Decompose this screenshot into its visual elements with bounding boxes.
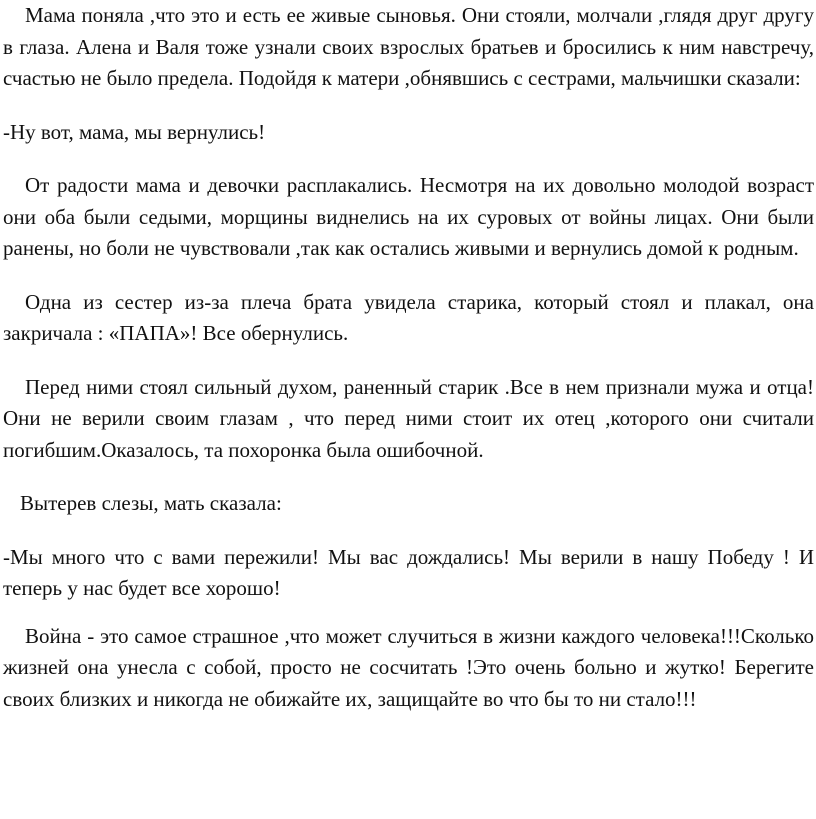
- paragraph-4: Одна из сестер из-за плеча брата увидела старика, который стоял и плакал, она закричала : «ПАПА»! Все обернулись.: [3, 289, 814, 345]
- paragraph-spacer: [3, 466, 814, 488]
- paragraph-spacer: [3, 350, 814, 372]
- paragraph-2: -Ну вот, мама, мы вернулись!: [3, 119, 266, 144]
- paragraph-5: Перед ними стоял сильный духом, раненный старик .Все в нем признали мужа и отца! Они не верили своим глазам , что перед ними стоит их отец ,которого они считали погибшим.Оказалось, та похоронка была ошибочной.: [3, 374, 814, 462]
- paragraph-spacer: [3, 520, 814, 542]
- paragraph-6: Вытерев слезы, мать сказала:: [20, 491, 282, 515]
- paragraph-spacer: [3, 265, 814, 287]
- paragraph-8: Война - это самое страшное ,что может случиться в жизни каждого человека!!!Сколько жизней она унесла с собой, просто не сосчитать !Это очень больно и жутко! Берегите своих близких и никогда не обижайте их, защищайте во что бы то ни стало!!!: [3, 623, 814, 711]
- paragraph-3: От радости мама и девочки расплакались. Несмотря на их довольно молодой возраст они оба были седыми, морщины виднелись на их суровых от войны лицах. Они были ранены, но боли не чувствовали ,так как остались живыми и вернулись домой к родным.: [3, 173, 814, 260]
- paragraph-spacer: [3, 148, 814, 170]
- paragraph-spacer: [3, 605, 814, 621]
- paragraph-spacer: [3, 95, 814, 117]
- paragraph-1: Мама поняла ,что это и есть ее живые сыновья. Они стояли, молчали ,глядя друг другу в глаза. Алена и Валя тоже узнали своих взрослых братьев и бросились к ним навстречу, счастью не было предела. Подойдя к матери ,обнявшись с сестрами, мальчишки сказали:: [3, 3, 814, 90]
- paragraph-7: -Мы много что с вами пережили! Мы вас дождались! Мы верили в нашу Победу ! И теперь у нас будет все хорошо!: [3, 544, 814, 600]
